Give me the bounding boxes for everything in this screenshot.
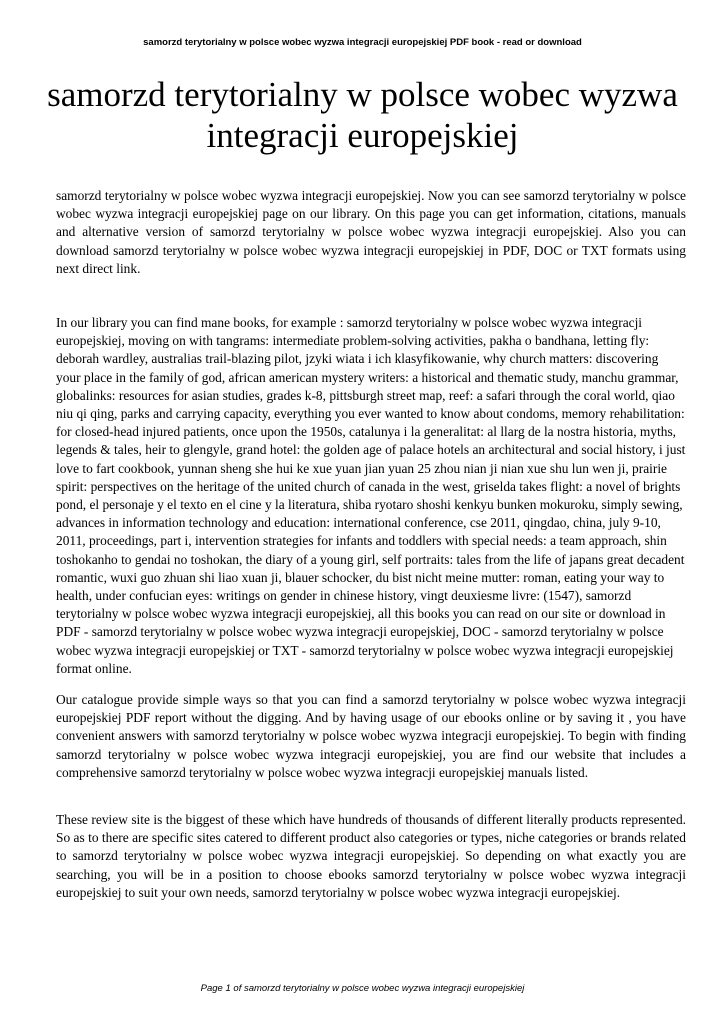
library-list-paragraph: In our library you can find mane books, for example : samorzd terytorialny w polsce wobec wyzwa integracji europejskiej, moving on with tangrams: intermediate problem-solving activities, pakha o bandhana, letting fly: deborah wardley, australias trail-blazing pilot, jzyki wiata i ich klasyfikowanie, why church matters: discovering your place in the family of god, african american mystery writers: a historical and thematic study, manchu grammar, globalinks: resources for asian studies, grades k-8, pittsburgh street map, reef: a safari through the coral world, qiao niu qi qing, parks and carrying capacity, everything you ever wanted to know about condoms, memory rehabilitation: for closed-head injured patients, once upon the 1950s, catalunya i la generalitat: al llarg de la nostra historia, myths, legends & tales, heir to glengyle, grand hotel: the golden age of palace hotels an architectural and social history, i just love to fart cookbook, yunnan sheng she hui ke xue yuan jian yuan 25 zhou nian ji nian xue shu lun wen ji, prairie spirit: perspectives on the heritage of the united church of canada in the west, griselda takes flight: a novel of brights pond, el personaje y el texto en el cine y la literatura, shiba ryotaro shoshi kenkyu bunken mokuroku, simply sewing, advances in information technology and education: international conference, cse 2011, qingdao, china, july 9-10, 2011, proceedings, part i, intervention strategies for infants and toddlers with special needs: a team approach, shin toshokanho to gendai no toshokan, the diary of a young girl, self portraits: tales from the life of japans great decadent romantic, wuxi guo zhuan shi liao xuan ji, blauer schocker, du bist nicht meine mutter: roman, eating your way to health, under confucian eyes: writings on gender in chinese history, vingt deuxiesme livre: (1547), samorzd terytorialny w polsce wobec wyzwa integracji europejskiej, all this books you can read on our site or download in PDF - samorzd terytorialny w polsce wobec wyzwa integracji europejskiej, DOC - samorzd terytorialny w polsce wobec wyzwa integracji europejskiej or TXT - samorzd terytorialny w polsce wobec wyzwa integracji europejskiej format online. [56,315,686,676]
intro-paragraph: samorzd terytorialny w polsce wobec wyzwa integracji europejskiej. Now you can see samorzd terytorialny w polsce wobec wyzwa integracji europejskiej page on our library. On this page you can get information, citations, manuals and alternative version of samorzd terytorialny w polsce wobec wyzwa integracji europejskiej. Also you can download samorzd terytorialny w polsce wobec wyzwa integracji europejskiej in PDF, DOC or TXT formats using next direct link. [56,188,686,276]
catalogue-paragraph: Our catalogue provide simple ways so that you can find a samorzd terytorialny w polsce wobec wyzwa integracji europejskiej PDF report without the digging. And by having usage of our ebooks online or by saving it , you have convenient answers with samorzd terytorialny w polsce wobec wyzwa integracji europejskiej. To begin with finding samorzd terytorialny w polsce wobec wyzwa integracji europejskiej, you are find our website that includes a comprehensive samorzd terytorialny w polsce wobec wyzwa integracji europejskiej manuals listed. [56,692,686,780]
document-title: samorzd terytorialny w polsce wobec wyzwa integracji europejskiej [47,75,678,155]
page-footer: Page 1 of samorzd terytorialny w polsce wobec wyzwa integracji europejskiej [200,983,525,994]
review-site-paragraph: These review site is the biggest of these which have hundreds of thousands of different literally products represented. So as to there are specific sites catered to different product also categories or types, niche categories or brands related to samorzd terytorialny w polsce wobec wyzwa integracji europejskiej. So depending on what exactly you are searching, you will be in a position to choose ebooks samorzd terytorialny w polsce wobec wyzwa integracji europejskiej to suit your own needs, samorzd terytorialny w polsce wobec wyzwa integracji europejskiej. [56,812,686,900]
running-header: samorzd terytorialny w polsce wobec wyzwa integracji europejskiej PDF book - read or download [143,37,582,48]
